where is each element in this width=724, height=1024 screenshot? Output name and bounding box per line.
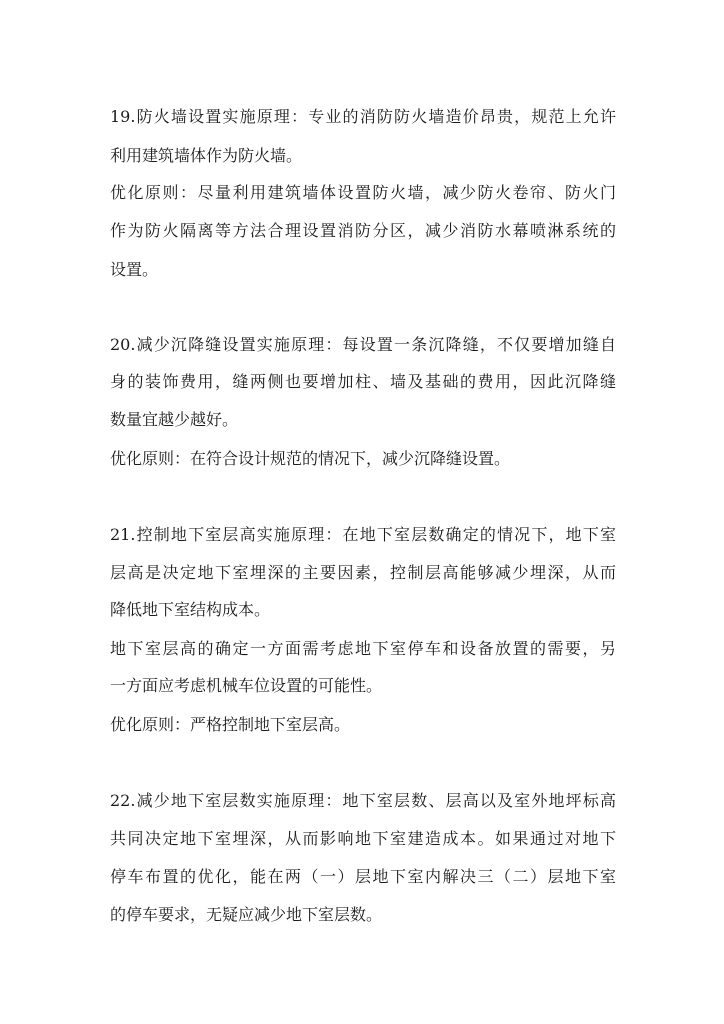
text-line: 设置。 [110, 260, 159, 279]
text-line: 优化原则：严格控制地下室层高。 [110, 715, 351, 734]
text-line: 停车布置的优化，能在两（一）层地下室内解决三（二）层地下室 [110, 867, 616, 886]
text-line: 层高是决定地下室埋深的主要因素，控制层高能够减少埋深，从而 [110, 563, 616, 582]
text-line: 19.防火墙设置实施原理：专业的消防防火墙造价昂贵，规范上允许 [110, 107, 616, 126]
text-line: 利用建筑墙体作为防火墙。 [110, 146, 303, 165]
text-line: 地下室层高的确定一方面需考虑地下室停车和设备放置的需要，另 [110, 639, 616, 658]
text-line: 数量宜越少越好。 [110, 410, 239, 429]
text-line: 22.减少地下室层数实施原理：地下室层数、层高以及室外地坪标高 [110, 791, 616, 810]
text-line: 身的装饰费用，缝两侧也要增加柱、墙及基础的费用，因此沉降缝 [110, 372, 616, 391]
text-line: 的停车要求，无疑应减少地下室层数。 [110, 905, 383, 924]
text-line: 优化原则：在符合设计规范的情况下，减少沉降缝设置。 [110, 449, 511, 468]
text-line: 作为防火隔离等方法合理设置消防分区，减少消防水幕喷淋系统的 [110, 221, 616, 240]
text-line: 降低地下室结构成本。 [110, 600, 271, 619]
text-line: 一方面应考虑机械车位设置的可能性。 [110, 676, 383, 695]
text-line: 21.控制地下室层高实施原理：在地下室层数确定的情况下，地下室 [110, 525, 616, 544]
text-line: 优化原则：尽量利用建筑墙体设置防火墙，减少防火卷帘、防火门 [110, 183, 616, 202]
text-line: 20.减少沉降缝设置实施原理：每设置一条沉降缝，不仅要增加缝自 [110, 335, 616, 354]
text-line: 共同决定地下室埋深，从而影响地下室建造成本。如果通过对地下 [110, 829, 616, 848]
